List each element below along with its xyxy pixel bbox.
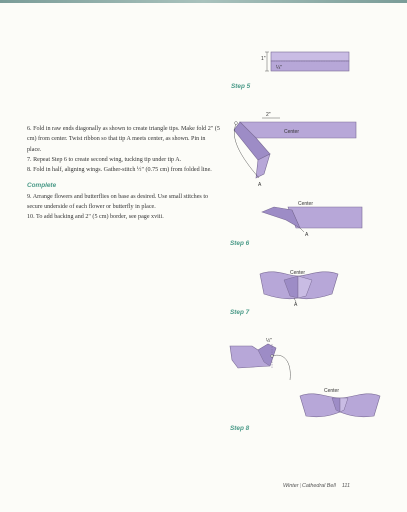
step-8-label: Step 8 bbox=[230, 425, 250, 432]
instruction-step-9: 9. Arrange flowers and butterflies on base as desired. Use small stitches to secure underside of each flower or butterfly in place. bbox=[27, 193, 209, 211]
page-number: 111 bbox=[341, 483, 351, 489]
step-5-dim-1: 1" bbox=[261, 56, 266, 62]
instruction-step-10: 10. To add backing and 2" (5 cm) border, see page xviii. bbox=[27, 214, 164, 221]
page-top-band bbox=[0, 0, 407, 3]
step-8-diagram-lower bbox=[296, 382, 384, 422]
instruction-step-8: 8. Fold in half, aligning wings. Gather-stitch ½" (0.75 cm) from folded line. bbox=[27, 167, 212, 174]
step-7-tip-a: A bbox=[294, 302, 298, 308]
footer-chapter: Winter bbox=[283, 483, 299, 489]
step-7-diagram bbox=[254, 266, 344, 308]
complete-heading: Complete bbox=[27, 182, 57, 190]
step-6-center-label-upper: Center bbox=[284, 129, 300, 135]
step-6-tip-a-upper: A bbox=[258, 182, 262, 188]
step-7-center-label: Center bbox=[290, 270, 306, 276]
instruction-step-7: 7. Repeat Step 6 to create second wing, tucking tip under tip A. bbox=[27, 156, 182, 163]
page-footer: Winter|Cathedral Bell 111 bbox=[283, 483, 351, 489]
step-8-dim: ½" bbox=[266, 338, 272, 344]
footer-title: Cathedral Bell bbox=[301, 483, 336, 489]
step-6-center-label-lower: Center bbox=[298, 201, 314, 207]
step-6-diagram-upper bbox=[226, 108, 376, 188]
step-8-center-label: Center bbox=[324, 388, 340, 394]
step-5-label: Step 5 bbox=[231, 83, 251, 90]
instructions-column bbox=[27, 124, 221, 223]
instruction-step-6: 6. Fold in raw ends diagonally as shown to create triangle tips. Make fold 2" (5 cm) from center. Twist ribbon so that tip A meets center, as shown. Pin in place. bbox=[27, 126, 220, 153]
step-6-dim: 2" bbox=[266, 112, 271, 118]
step-7-label: Step 7 bbox=[230, 309, 250, 316]
step-8-diagram-upper bbox=[228, 338, 304, 382]
step-5-dim-2: ¼" bbox=[276, 65, 282, 71]
step-6-diagram-lower bbox=[256, 198, 366, 238]
step-6-label: Step 6 bbox=[230, 240, 250, 247]
step-5-diagram bbox=[255, 48, 355, 82]
step-6-tip-a-lower: A bbox=[305, 232, 309, 238]
